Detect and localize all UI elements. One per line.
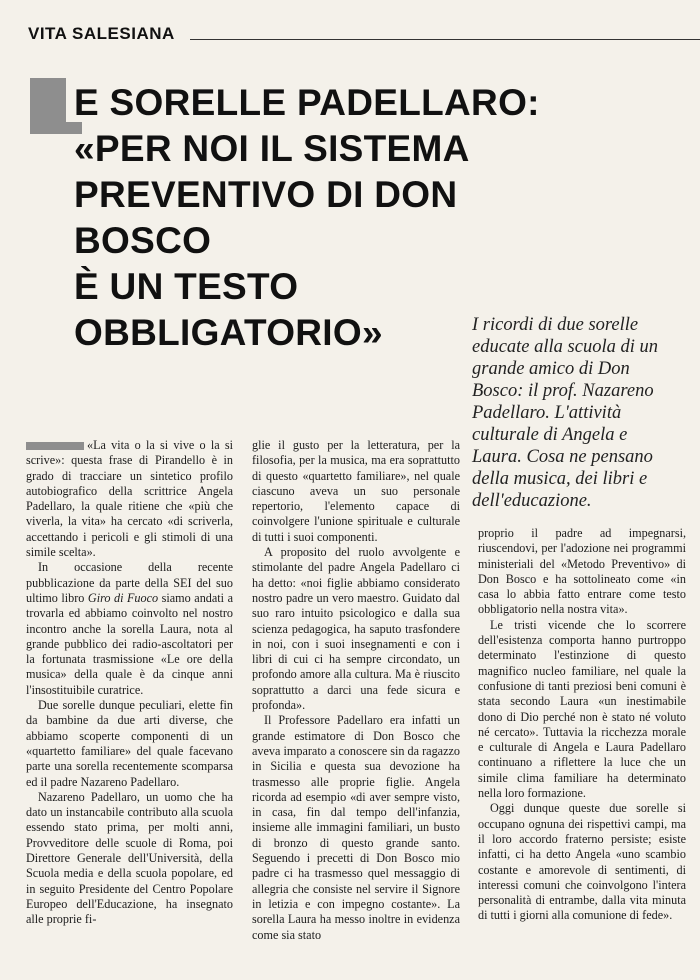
section-label: VITA SALESIANA bbox=[28, 24, 175, 43]
deck-line: dell'educazione. bbox=[472, 491, 592, 511]
body-column-2 bbox=[252, 438, 460, 943]
body-paragraph bbox=[26, 560, 233, 698]
body-paragraph: Nazareno Padellaro, un uomo che ha dato un instancabile contributo alla scuola essendo stato prima, per molti anni, Provveditore delle scuole di Roma, poi Direttore Generale dell'Università, della Scuola media e della scuola popolare, ed in seguito Presidente del Centro Popolare Europeo dell'Educazione, ha insegnato alle proprie fi- bbox=[26, 789, 233, 927]
deck-line: grande amico di Don bbox=[472, 359, 630, 379]
body-paragraph: A proposito del ruolo avvolgente e stimolante del padre Angela Padellaro ci ha detto: «noi figlie abbiamo considerato nostro padre un vero maestro. Guidato dal suo raro intuito psicologico e dalla sua scienza pedagogica, ha saputo trasfondere in noi, con i suoi insegnamenti e con i libri di cui ci ha sempre circondato, un profondo amore alla cultura. Ma è riuscito soprattutto a darci una fede sicura e profonda». bbox=[252, 545, 460, 713]
body-column-1 bbox=[26, 438, 233, 928]
paragraph-text: In occasione della recente pubblicazione da parte della SEI del suo ultimo libro bbox=[26, 560, 233, 605]
page-header bbox=[0, 18, 700, 48]
paragraph-text: siamo andati a trovarla ed abbiamo coinvolto nel nostro incontro anche la sorella Laura, nota al grande pubblico dei radio-ascoltatori per la fortunata trasmissione «Le ore della musica» della quale è da cinque anni l'insostituibile curatrice. bbox=[26, 590, 233, 697]
deck-line: Laura. Cosa ne pensano bbox=[472, 447, 653, 467]
headline-line: È UN TESTO bbox=[74, 266, 299, 307]
body-paragraph bbox=[26, 438, 233, 560]
headline-line: OBBLIGATORIO» bbox=[74, 312, 383, 353]
body-paragraph: glie il gusto per la letteratura, per la filosofia, per la musica, ma era soprattutto di questo «quartetto familiare», nel quale ciascuno aveva un suo personale repertorio, l'elemento capace di coinvolgere l'unione spirituale e culturale di tutti i suoi componenti. bbox=[252, 438, 460, 544]
body-column-3 bbox=[478, 526, 686, 924]
deck-line: I ricordi di due sorelle bbox=[472, 315, 639, 335]
body-paragraph: Due sorelle dunque peculiari, elette fin da bambine da due arti diverse, che abbiamo scoperte componenti di un «quartetto familiare» del quale facevano parte una sorella recentemente scomparsa ed il padre Nazareno Padellaro. bbox=[26, 698, 233, 789]
deck-line: educate alla scuola di un bbox=[472, 337, 658, 357]
headline-line: E SORELLE PADELLARO: bbox=[74, 82, 540, 123]
header-rule bbox=[190, 39, 700, 40]
headline-line: BOSCO bbox=[74, 220, 212, 261]
deck-line: Bosco: il prof. Nazareno bbox=[472, 381, 654, 401]
lead-marker-bar bbox=[26, 442, 84, 450]
body-paragraph: proprio il padre ad impegnarsi, riuscendovi, per l'adozione nei programmi ministeriali del «Metodo Preventivo» di Don Bosco e ha sottolineato come «in casa lo abbia fatto entrare come testo obbligatorio nella nostra vita». bbox=[478, 526, 686, 617]
book-title: Giro di Fuoco bbox=[87, 590, 159, 605]
deck-line: culturale di Angela e bbox=[472, 425, 628, 445]
article-deck bbox=[472, 314, 692, 512]
headline-line: «PER NOI IL SISTEMA bbox=[74, 128, 470, 169]
headline-line: PREVENTIVO DI DON bbox=[74, 174, 458, 215]
body-paragraph: Il Professore Padellaro era infatti un grande estimatore di Don Bosco che aveva imparato a conoscere sin da ragazzo in Sicilia e questa sua devozione ha trasmesso alle proprie figlie. Angela ricorda ad esempio «di aver sempre visto, in casa, fin dal tempo dell'infanzia, insieme alle immagini familiari, un busto di bronzo di questo grande santo. Seguendo i precetti di Don Bosco mio padre ci ha trasmesso quel messaggio di allegria che consiste nel servire il Signore in letizia e con impegno costante». La sorella Laura ha messo inoltre in evidenza come sia stato bbox=[252, 713, 460, 942]
body-paragraph: Oggi dunque queste due sorelle si occupano ognuna dei rispettivi campi, ma il loro accordo fraterno persiste; esiste infatti, ci ha detto Angela «uno scambio costante e amorevole di sentimenti, di interessi comuni che coinvolgono l'intera personalità di entrambe, dalla vita minuta di tutti i giorni alla comunione di fede». bbox=[478, 801, 686, 923]
deck-line: della musica, dei libri e bbox=[472, 469, 648, 489]
body-paragraph: Le tristi vicende che lo scorrere dell'esistenza comporta hanno purtroppo determinato l'estinzione di questo magnifico nucleo familiare, nel quale la confusione di tanti preziosi beni comuni è stata secondo Laura «un inestimabile dono di Dio perché non è stato né voluto né cercato». Tuttavia la ricchezza morale e culturale di Angela e Laura Padellaro continuano a riflettere la luce che un simile clima familiare ha determinato nella loro formazione. bbox=[478, 617, 686, 801]
paragraph-text: «La vita o la si vive o la si scrive»: questa frase di Pirandello è in grado di tracciare un sintetico profilo autobiografico della scrittrice Angela Padellaro, la quale ritiene che «più che viverla, la vita» ha cercato «di scriverla, accettando i pericoli e gli stimoli di una simile scelta». bbox=[26, 438, 233, 560]
deck-line: Padellaro. L'attività bbox=[472, 403, 622, 423]
